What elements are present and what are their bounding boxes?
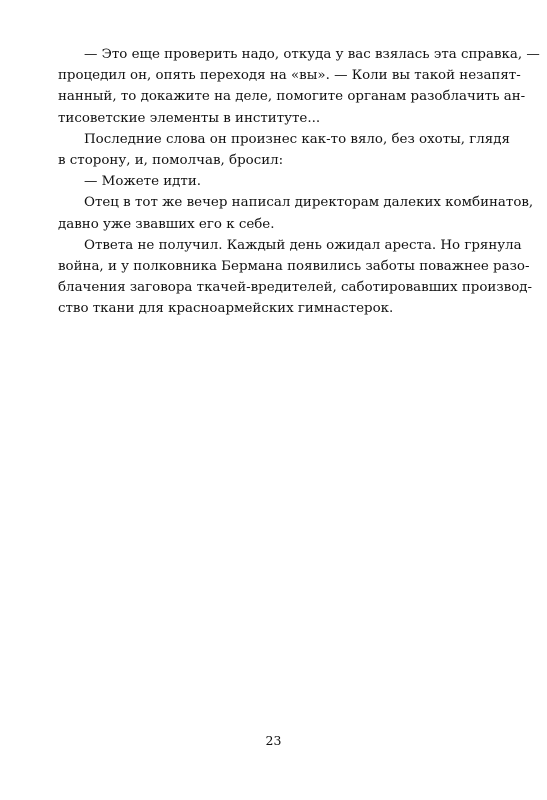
text-line: война, и у полковника Бермана появились заботы поважнее разо- (58, 258, 530, 274)
page-number: 23 (265, 733, 282, 748)
text-line: Последние слова он произнес как-то вяло, без охоты, глядя (84, 131, 510, 147)
paragraph (58, 129, 510, 171)
text-line: — Это еще проверить надо, откуда у вас взялась эта справка, — (84, 47, 540, 62)
text-line: в сторону, и, помолчав, бросил: (58, 152, 284, 168)
body-text (58, 44, 540, 319)
text-line: Ответа не получил. Каждый день ожидал ареста. Но грянула (84, 237, 522, 253)
text-line: тисоветские элементы в институте... (58, 110, 321, 126)
text-line: блачения заговора ткачей-вредителей, саботировавших производ- (58, 280, 533, 296)
text-line: нанный, то докажите на деле, помогите органам разоблачить ан- (58, 89, 526, 105)
paragraph (58, 192, 534, 234)
text-line: Отец в тот же вечер написал директорам далеких комбинатов, (84, 195, 534, 211)
text-line: — Можете идти. (84, 174, 202, 190)
paragraph (58, 171, 492, 192)
paragraph (58, 235, 533, 320)
text-line: давно уже звавших его к себе. (58, 216, 275, 232)
paragraph (58, 44, 540, 129)
text-line: ство ткани для красноармейских гимнастерок. (58, 301, 394, 317)
text-line: процедил он, опять переходя на «вы». — Коли вы такой незапят- (58, 68, 521, 84)
